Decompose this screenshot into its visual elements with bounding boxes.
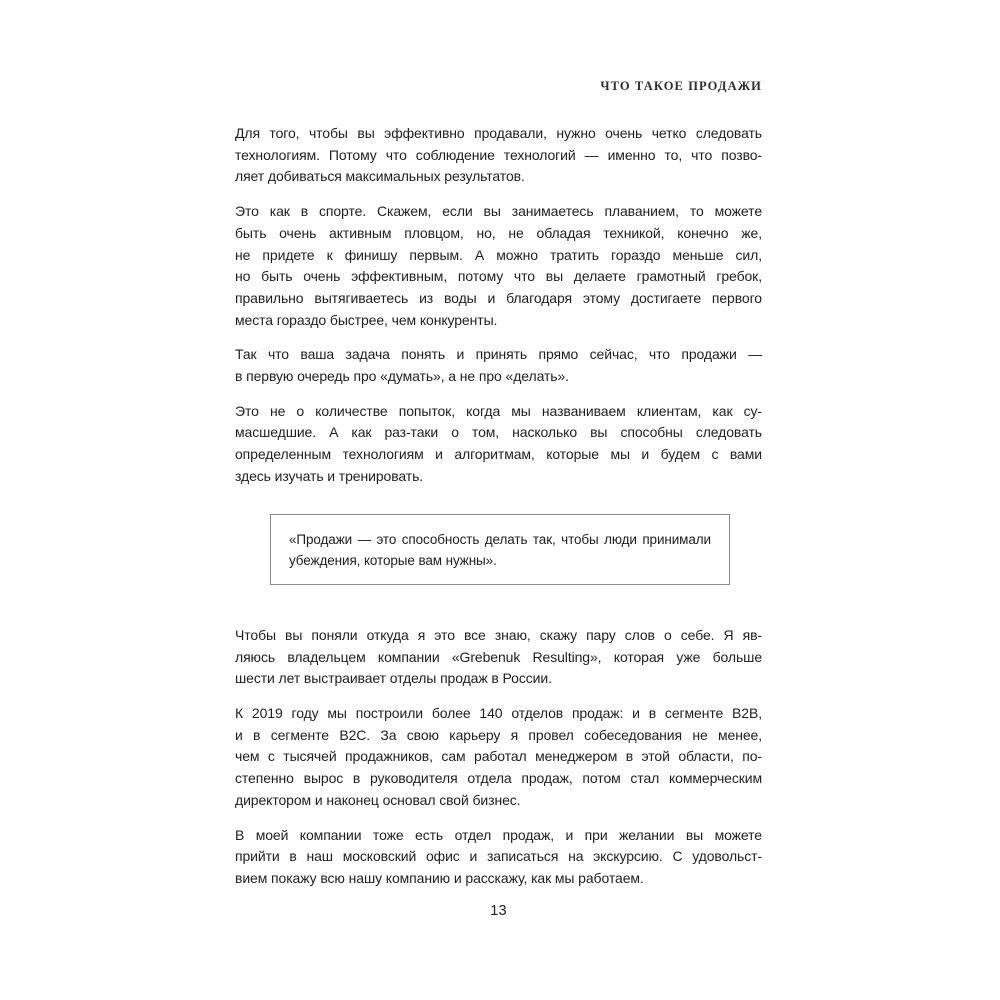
text-line: шести лет выстраивает отделы продаж в России. [235, 670, 552, 687]
paragraph [235, 401, 762, 488]
text-line: Это как в спорте. Скажем, если вы занимаетесь плаванием, то можете [235, 203, 762, 220]
page-number: 13 [490, 902, 507, 919]
paragraph [235, 703, 762, 812]
paragraph [235, 123, 762, 188]
quote-text [289, 529, 711, 572]
text-line: чем с тысячей продажников, сам работал менеджером в этой области, по- [235, 748, 762, 765]
text-line: степенно вырос в руководителя отдела продаж, потом стал коммерческим [235, 770, 762, 787]
text-line: Это не о количестве попыток, когда мы названиваем клиентам, как су- [235, 402, 762, 419]
paragraph [235, 201, 762, 331]
text-line: прийти в наш московский офис и записаться на экскурсию. С удовольст- [235, 848, 762, 865]
text-line: ляет добиваться максимальных результатов. [235, 168, 525, 185]
text-line: убеждения, которые вам нужны». [289, 553, 497, 569]
text-line: «Продажи — это способность делать так, чтобы люди принимали [289, 531, 711, 547]
text-line: и в сегменте B2C. За свою карьеру я провел собеседования не менее, [235, 726, 762, 743]
text-line: Так что ваша задача понять и принять прямо сейчас, что продажи — [235, 346, 762, 363]
paragraph [235, 825, 762, 890]
text-line: масшедшие. А как раз-таки о том, насколько вы способны следовать [235, 424, 762, 441]
text-line: здесь изучать и тренировать. [235, 467, 424, 484]
running-header: ЧТО ТАКОЕ ПРОДАЖИ [600, 79, 762, 93]
text-line: не придете к финишу первым. А можно тратить гораздо меньше сил, [235, 246, 762, 263]
text-line: директором и наконец основал свой бизнес. [235, 791, 521, 808]
text-column [235, 123, 762, 919]
text-line: правильно вытягиваетесь из воды и благодаря этому достигаете первого [235, 289, 762, 306]
text-line: ляюсь владельцем компании «Grebenuk Resulting», которая уже больше [235, 648, 762, 665]
body-paragraphs [235, 625, 762, 890]
text-line: В моей компании тоже есть отдел продаж, и при желании вы можете [235, 826, 762, 843]
text-line: в первую очередь про «думать», а не про «делать». [235, 368, 569, 385]
paragraph [235, 625, 762, 690]
text-line: но быть очень эффективным, потому что вы делаете грамотный гребок, [235, 268, 762, 285]
quote-box [270, 514, 730, 585]
paragraph [235, 344, 762, 387]
paragraph [289, 529, 711, 572]
text-line: определенным технологиям и алгоритмам, которые мы и будем с вами [235, 446, 762, 463]
text-line: К 2019 году мы построили более 140 отделов продаж: и в сегменте B2B, [235, 705, 762, 722]
text-line: быть очень активным пловцом, но, не обладая техникой, конечно же, [235, 224, 762, 241]
text-line: Чтобы вы поняли откуда я это все знаю, скажу пару слов о себе. Я яв- [235, 626, 762, 643]
text-line: технологиям. Потому что соблюдение технологий — именно то, что позво- [235, 146, 762, 163]
text-line: вием покажу всю нашу компанию и расскажу, как мы работаем. [235, 869, 644, 886]
text-line: места гораздо быстрее, чем конкуренты. [235, 311, 498, 328]
body-paragraphs [235, 123, 762, 488]
text-line: Для того, чтобы вы эффективно продавали, нужно очень четко следовать [235, 125, 762, 141]
